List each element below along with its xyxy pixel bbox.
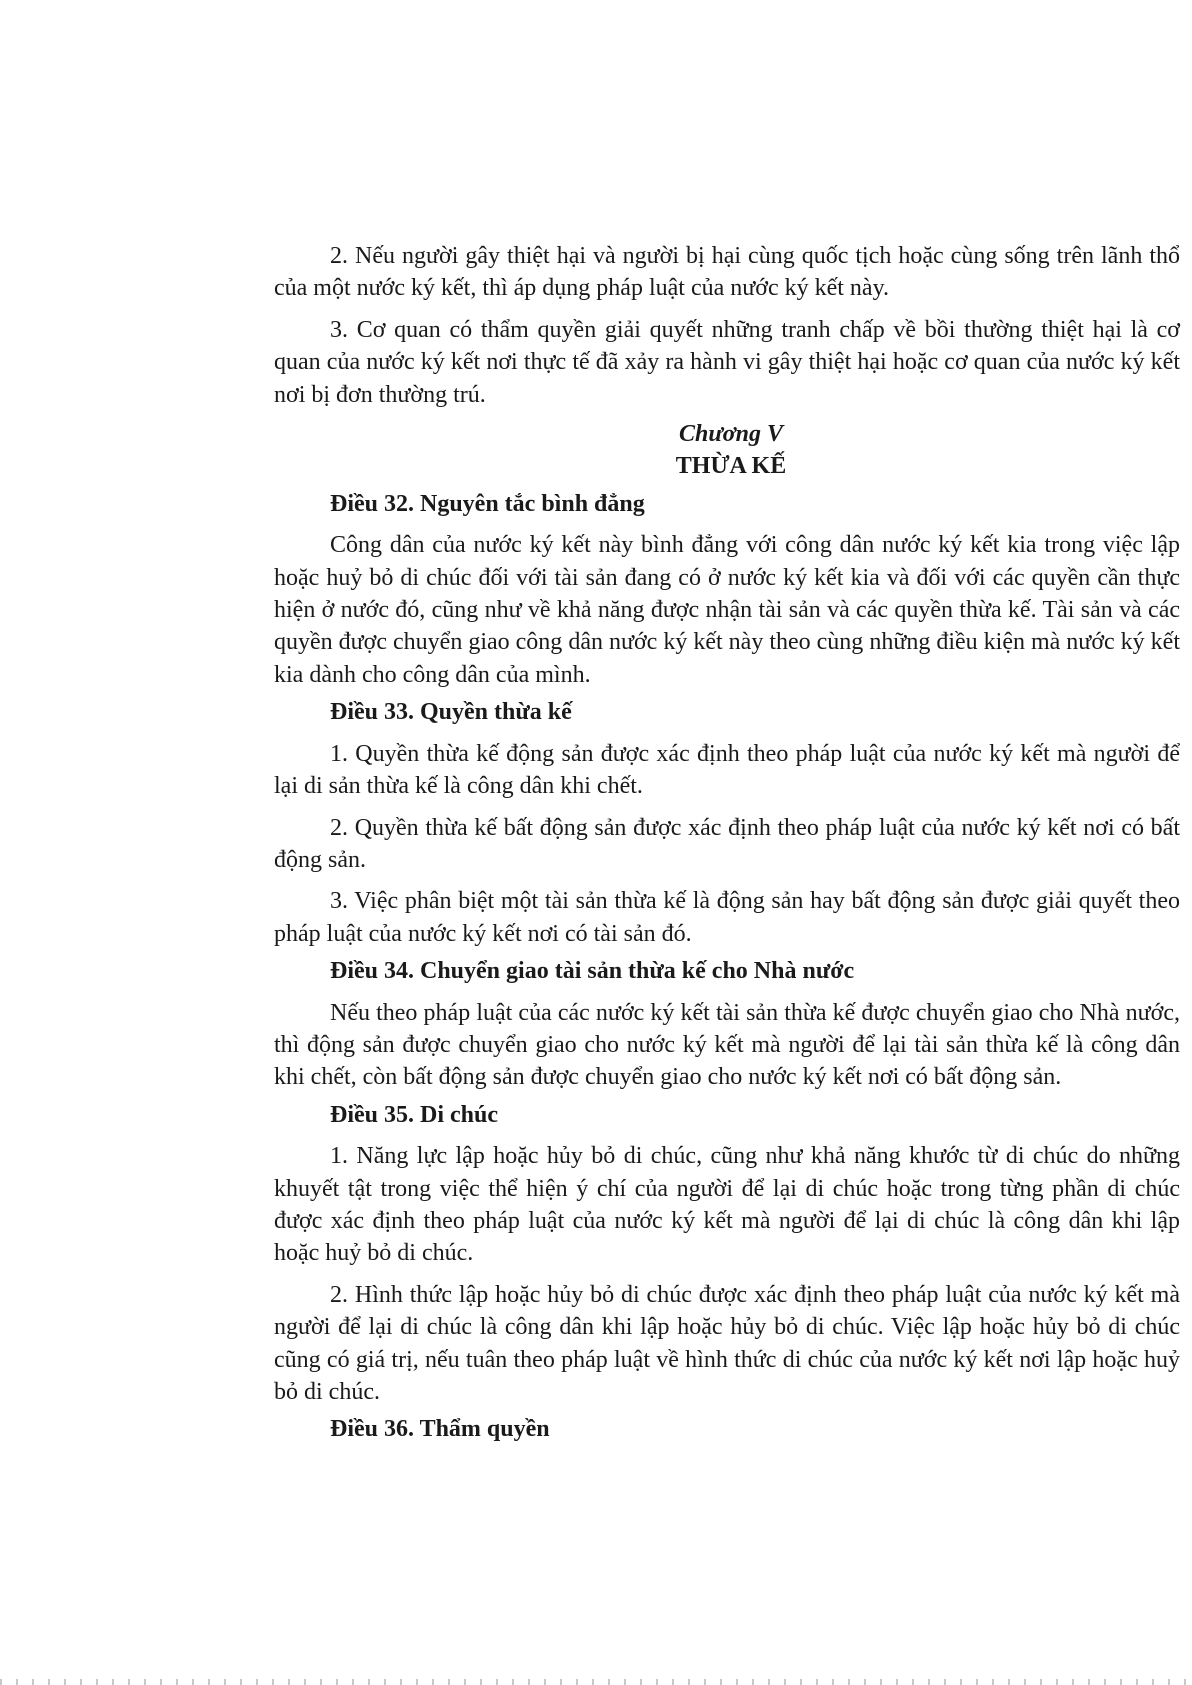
article-33-heading: Điều 33. Quyền thừa kế: [330, 699, 572, 726]
paragraph-clause-3-prev: 3. Cơ quan có thẩm quyền giải quyết những tranh chấp về bồi thường thiệt hại là cơ quan của nước ký kết nơi thực tế đã xảy ra hành vi gây thiệt hại hoặc cơ quan của nước ký kết nơi bị đơn thường trú.: [274, 316, 1180, 408]
article-35-clause-1: 1. Năng lực lập hoặc hủy bỏ di chúc, cũng như khả năng khước từ di chúc do những khuyết tật trong việc thể hiện ý chí của người để lại di chúc hoặc trong từng phần di chúc được xác định theo pháp luật của nước ký kết mà người để lại di chúc là công dân khi lập hoặc huỷ bỏ di chúc.: [274, 1143, 1180, 1267]
article-34-paragraph: Nếu theo pháp luật của các nước ký kết tài sản thừa kế được chuyển giao cho Nhà nước, thì động sản được chuyển giao cho nước ký kết mà người để lại tài sản thừa kế là công dân khi chết, còn bất động sản được chuyển giao cho nước ký kết nơi có bất động sản.: [274, 999, 1180, 1091]
page-bottom-edge: [0, 1679, 1192, 1685]
article-36-heading: Điều 36. Thẩm quyền: [330, 1416, 550, 1443]
article-32-heading: Điều 32. Nguyên tắc bình đẳng: [330, 490, 645, 517]
article-33-clause-2: 2. Quyền thừa kế bất động sản được xác định theo pháp luật của nước ký kết nơi có bất động sản.: [274, 814, 1180, 873]
article-32-paragraph: Công dân của nước ký kết này bình đẳng với công dân nước ký kết kia trong việc lập hoặc huỷ bỏ di chúc đối với tài sản đang có ở nước ký kết kia và đối với các quyền cần thực hiện ở nước đó, cũng như về khả năng được nhận tài sản và các quyền thừa kế. Tài sản và các quyền được chuyển giao công dân nước ký kết này theo cùng những điều kiện mà nước ký kết kia dành cho công dân của mình.: [274, 532, 1180, 688]
document-page: [274, 240, 1180, 1455]
article-33-clause-1: 1. Quyền thừa kế động sản được xác định theo pháp luật của nước ký kết mà người để lại di sản thừa kế là công dân khi chết.: [274, 740, 1180, 800]
chapter-label: Chương V: [679, 421, 783, 448]
article-33-clause-3: 3. Việc phân biệt một tài sản thừa kế là động sản hay bất động sản được giải quyết theo pháp luật của nước ký kết nơi có tài sản đó.: [274, 888, 1180, 947]
article-35-heading: Điều 35. Di chúc: [330, 1101, 498, 1128]
paragraph-clause-2-prev: 2. Nếu người gây thiệt hại và người bị hại cùng quốc tịch hoặc cùng sống trên lãnh thổ của một nước ký kết, thì áp dụng pháp luật của nước ký kết này.: [274, 243, 1180, 302]
article-35-clause-2: 2. Hình thức lập hoặc hủy bỏ di chúc được xác định theo pháp luật của nước ký kết mà người để lại di chúc là công dân khi lập hoặc hủy bỏ di chúc. Việc lập hoặc hủy bỏ di chúc cũng có giá trị, nếu tuân theo pháp luật về hình thức di chúc của nước ký kết nơi lập hoặc huỷ bỏ di chúc.: [274, 1281, 1180, 1405]
article-34-heading: Điều 34. Chuyển giao tài sản thừa kế cho Nhà nước: [330, 958, 855, 985]
chapter-title: THỪA KẾ: [675, 453, 787, 480]
